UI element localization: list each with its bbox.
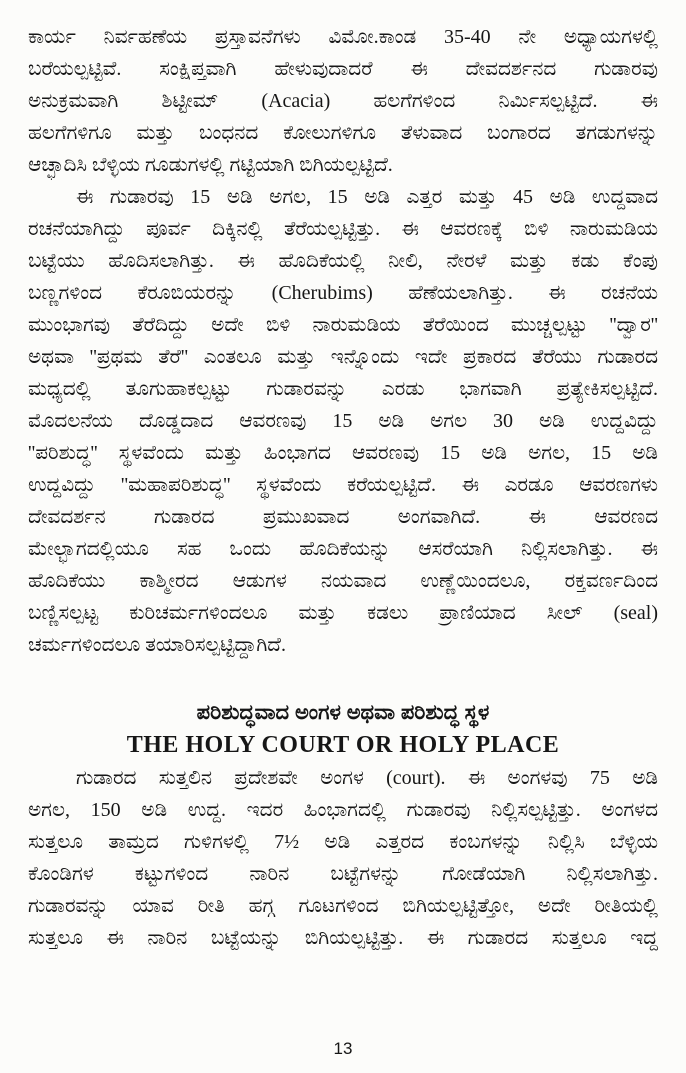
page-footer [28, 1039, 658, 1073]
text-line: ಸುತ್ತಲೂ ತಾಮ್ರದ ಗುಳಿಗಳಲ್ಲಿ 7½ ಅಡಿ ಎತ್ತರದ ಕಂಬಗಳನ್ನು ನಿಲ್ಲಿಸಿ ಬೆಳ್ಳಿಯ [28, 831, 658, 853]
text-line: ಸುತ್ತಲೂ ಈ ನಾರಿನ ಬಟ್ಟೆಯನ್ನು ಬಿಗಿಯಲ್ಪಟ್ಟಿತ್ತು. ಈ ಗುಡಾರದ ಸುತ್ತಲೂ ಇದ್ದ [28, 927, 658, 949]
text-line: ಮಧ್ಯದಲ್ಲಿ ತೂಗುಹಾಕಲ್ಪಟ್ಟು ಗುಡಾರವನ್ನು ಎರಡು ಭಾಗವಾಗಿ ಪ್ರತ್ಯೇಕಿಸಲ್ಪಟ್ಟಿದೆ. [28, 378, 658, 400]
section-heading [28, 696, 658, 762]
section-heading-kannada: ಪರಿಶುದ್ಧವಾದ ಅಂಗಳ ಅಥವಾ ಪರಿಶುದ್ಧ ಸ್ಥಳ [196, 701, 490, 724]
text-line: ಉದ್ದವಿದ್ದು ''ಮಹಾಪರಿಶುದ್ಧ'' ಸ್ಥಳವೆಂದು ಕರೆಯಲ್ಪಟ್ಟಿದೆ. ಈ ಎರಡೂ ಆವರಣಗಳು [28, 474, 658, 496]
text-line: ಮುಂಭಾಗವು ತೆರೆದಿದ್ದು ಅದೇ ಬಿಳಿ ನಾರುಮಡಿಯ ತೆರೆಯಿಂದ ಮುಚ್ಚಲ್ಪಟ್ಟು ''ದ್ವಾರ'' [28, 314, 658, 336]
text-line: ಬಣ್ಣಿಸಲ್ಪಟ್ಟ ಕುರಿಚರ್ಮಗಳಿಂದಲೂ ಮತ್ತು ಕಡಲು ಪ್ರಾಣಿಯಾದ ಸೀಲ್ (seal) [28, 602, 658, 624]
text-line: ಬರೆಯಲ್ಪಟ್ಟಿವೆ. ಸಂಕ್ಷಿಪ್ತವಾಗಿ ಹೇಳುವುದಾದರೆ ಈ ದೇವದರ್ಶನದ ಗುಡಾರವು [28, 58, 658, 80]
text-line: ಹೊದಿಕೆಯು ಕಾಶ್ಮೀರದ ಆಡುಗಳ ನಯವಾದ ಉಣ್ಣೆಯಿಂದಲೂ, ರಕ್ತವರ್ಣದಿಂದ [28, 570, 658, 592]
paragraph [28, 762, 658, 954]
paragraph [28, 21, 658, 181]
text-line: ಚರ್ಮಗಳಿಂದಲೂ ತಯಾರಿಸಲ್ಪಟ್ಟಿದ್ದಾಗಿದೆ. [28, 634, 286, 656]
text-line: ಗುಡಾರದ ಸುತ್ತಲಿನ ಪ್ರದೇಶವೇ ಅಂಗಳ (court). ಈ ಅಂಗಳವು 75 ಅಡಿ [76, 767, 658, 789]
text-line: ಮೇಲ್ಭಾಗದಲ್ಲಿಯೂ ಸಹ ಒಂದು ಹೊದಿಕೆಯನ್ನು ಆಸರೆಯಾಗಿ ನಿಲ್ಲಿಸಲಾಗಿತ್ತು. ಈ [28, 538, 658, 560]
paragraph [28, 181, 658, 661]
text-line: ಮೊದಲನೆಯ ದೊಡ್ಡದಾದ ಆವರಣವು 15 ಅಡಿ ಅಗಲ 30 ಅಡಿ ಉದ್ದವಿದ್ದು [28, 410, 658, 432]
text-line: ದೇವದರ್ಶನ ಗುಡಾರದ ಪ್ರಮುಖವಾದ ಅಂಗವಾಗಿದೆ. ಈ ಆವರಣದ [28, 506, 658, 528]
text-line: ''ಪರಿಶುದ್ಧ'' ಸ್ಥಳವೆಂದು ಮತ್ತು ಹಿಂಭಾಗದ ಆವರಣವು 15 ಅಡಿ ಅಗಲ, 15 ಅಡಿ [28, 442, 658, 464]
page-number: 13 [333, 1039, 353, 1058]
text-line: ಅನುಕ್ರಮವಾಗಿ ಶಿಟ್ಟೀಮ್ (Acacia) ಹಲಗೆಗಳಿಂದ ನಿರ್ಮಿಸಲ್ಪಟ್ಟಿದೆ. ಈ [28, 90, 658, 112]
text-line: ಕಾರ್ಯ ನಿರ್ವಹಣೆಯ ಪ್ರಸ್ತಾವನೆಗಳು ವಿಮೋ.ಕಾಂಡ 35-40 ನೇ ಅಧ್ಯಾಯಗಳಲ್ಲಿ [28, 26, 658, 48]
text-line: ಗುಡಾರವನ್ನು ಯಾವ ರೀತಿ ಹಗ್ಗ ಗೂಟಗಳಿಂದ ಬಿಗಿಯಲ್ಪಟ್ಟಿತ್ತೋ, ಅದೇ ರೀತಿಯಲ್ಲಿ [28, 895, 658, 917]
text-line: ಕೊಂಡಿಗಳ ಕಟ್ಟುಗಳಿಂದ ನಾರಿನ ಬಟ್ಟೆಗಳನ್ನು ಗೋಡೆಯಾಗಿ ನಿಲ್ಲಿಸಲಾಗಿತ್ತು. [28, 863, 658, 885]
text-line: ಹಲಗೆಗಳಿಗೂ ಮತ್ತು ಬಂಧನದ ಕೋಲುಗಳಿಗೂ ತೆಳುವಾದ ಬಂಗಾರದ ತಗಡುಗಳನ್ನು [28, 122, 658, 144]
section-heading-english: THE HOLY COURT OR HOLY PLACE [126, 732, 560, 758]
page-content [28, 21, 658, 954]
text-line: ಬಟ್ಟೆಯು ಹೊದಿಸಲಾಗಿತ್ತು. ಈ ಹೊದಿಕೆಯಲ್ಲಿ ನೀಲಿ, ನೇರಳೆ ಮತ್ತು ಕಡು ಕೆಂಪು [28, 250, 658, 272]
text-line: ಅಗಲ, 150 ಅಡಿ ಉದ್ದ. ಇದರ ಹಿಂಭಾಗದಲ್ಲಿ ಗುಡಾರವು ನಿಲ್ಲಿಸಲ್ಪಟ್ಟಿತ್ತು. ಅಂಗಳದ [28, 799, 658, 821]
text-line: ಆಚ್ಛಾದಿಸಿ ಬೆಳ್ಳಿಯ ಗೂಡುಗಳಲ್ಲಿ ಗಟ್ಟಿಯಾಗಿ ಬಿಗಿಯಲ್ಪಟ್ಟಿದೆ. [28, 154, 393, 176]
text-line: ಅಥವಾ ''ಪ್ರಥಮ ತೆರೆ'' ಎಂತಲೂ ಮತ್ತು ಇನ್ನೊಂದು ಇದೇ ಪ್ರಕಾರದ ತೆರೆಯು ಗುಡಾರದ [28, 346, 658, 368]
text-line: ಬಣ್ಣಗಳಿಂದ ಕೆರೂಬಿಯರನ್ನು (Cherubims) ಹೆಣೆಯಲಾಗಿತ್ತು. ಈ ರಚನೆಯ [28, 282, 658, 304]
text-line: ಈ ಗುಡಾರವು 15 ಅಡಿ ಅಗಲ, 15 ಅಡಿ ಎತ್ತರ ಮತ್ತು 45 ಅಡಿ ಉದ್ದವಾದ [76, 186, 658, 208]
text-line: ರಚನೆಯಾಗಿದ್ದು ಪೂರ್ವ ದಿಕ್ಕಿನಲ್ಲಿ ತೆರೆಯಲ್ಪಟ್ಟಿತ್ತು. ಈ ಆವರಣಕ್ಕೆ ಬಿಳಿ ನಾರುಮಡಿಯ [28, 218, 658, 240]
